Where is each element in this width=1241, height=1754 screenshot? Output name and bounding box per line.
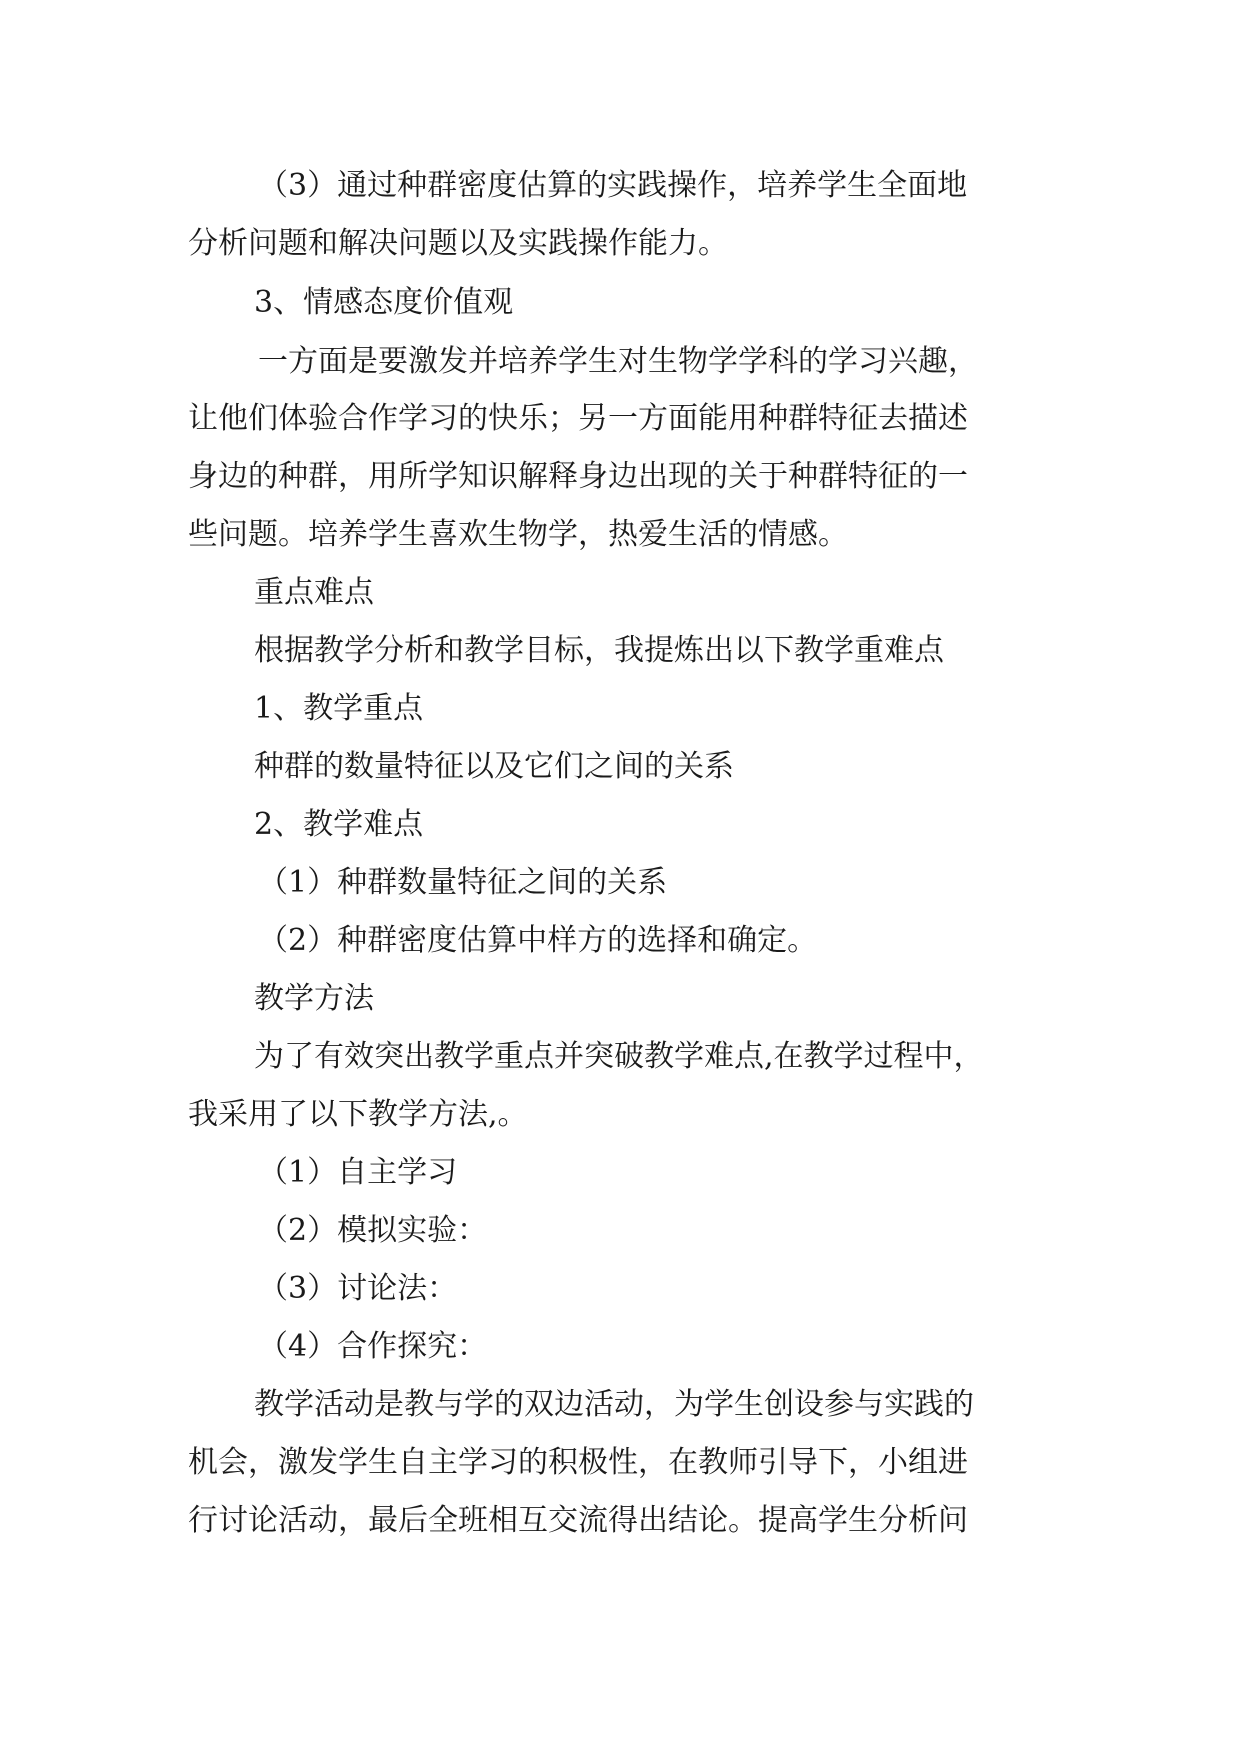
list-item: （4）合作探究：	[258, 1329, 488, 1364]
paragraph-line: 为了有效突出教学重点并突破教学难点,在教学过程中，	[254, 1039, 984, 1074]
section-heading: 重点难点	[254, 575, 374, 610]
paragraph-line: 行讨论活动，最后全班相互交流得出结论。提高学生分析问	[188, 1503, 968, 1538]
paragraph-line: 些问题。培养学生喜欢生物学，热爱生活的情感。	[188, 517, 848, 552]
list-item: （2）种群密度估算中样方的选择和确定。	[258, 923, 818, 958]
paragraph-line: 机会，激发学生自主学习的积极性，在教师引导下，小组进	[188, 1445, 968, 1480]
section-heading: 教学方法	[254, 981, 374, 1016]
paragraph-line: （3）通过种群密度估算的实践操作，培养学生全面地	[258, 168, 968, 203]
paragraph-line: 让他们体验合作学习的快乐；另一方面能用种群特征去描述	[188, 401, 968, 436]
section-heading: 3、情感态度价值观	[254, 285, 514, 320]
section-heading: 2、教学难点	[254, 807, 424, 842]
section-heading: 1、教学重点	[254, 691, 424, 726]
paragraph-line: 身边的种群，用所学知识解释身边出现的关于种群特征的一	[188, 459, 968, 494]
paragraph-line: 我采用了以下教学方法,。	[188, 1097, 528, 1132]
list-item: （2）模拟实验：	[258, 1213, 488, 1248]
list-item: （1）自主学习	[258, 1155, 458, 1190]
paragraph-line: 种群的数量特征以及它们之间的关系	[254, 749, 734, 784]
paragraph-line: 根据教学分析和教学目标，我提炼出以下教学重难点	[254, 633, 944, 668]
paragraph-line: 教学活动是教与学的双边活动，为学生创设参与实践的	[254, 1387, 974, 1422]
list-item: （3）讨论法：	[258, 1271, 458, 1306]
paragraph-line: 一方面是要激发并培养学生对生物学学科的学习兴趣，	[258, 344, 978, 379]
paragraph-line: 分析问题和解决问题以及实践操作能力。	[188, 226, 728, 261]
list-item: （1）种群数量特征之间的关系	[258, 865, 668, 900]
